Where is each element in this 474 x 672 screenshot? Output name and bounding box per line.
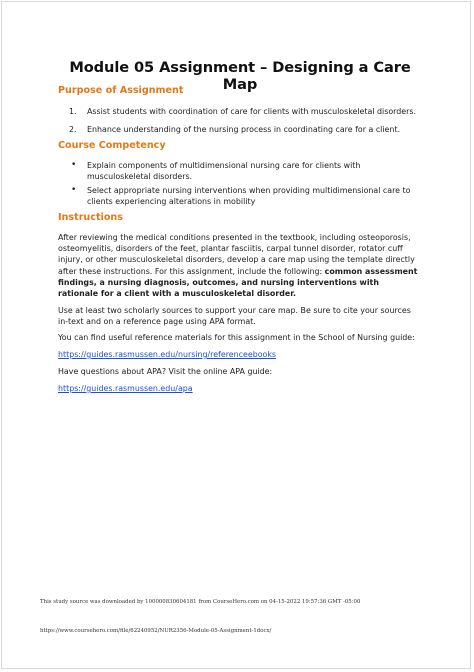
- reference-paragraph: You can find useful reference materials for this assignment in the School of Nursing guide:: [58, 333, 415, 342]
- reference-link-line: [58, 349, 420, 360]
- instructions-bold-text: common assessment findings, a nursing diagnosis, outcomes, and nursing interventions with rationale for a client with a musculoskeletal disorder.: [58, 266, 418, 299]
- bullet-icon: •: [71, 160, 77, 170]
- download-note: This study source was downloaded by 100000830604181 from CourseHero.com on 04-15-2022 19:57:36 GMT -05:00: [40, 599, 361, 605]
- purpose-heading: Purpose of Assignment: [58, 85, 184, 96]
- instructions-text: After reviewing the medical conditions presented in the textbook, including osteoporosis, osteomyelitis, disorders of the feet, plantar fasciitis, carpal tunnel disorder, rotator cuff injury, or other musculoskeletal disorders, develop a care map using the template directly after these instructions. For this assignment, include the following:: [58, 233, 415, 276]
- apa-question-paragraph: Have questions about APA? Visit the online APA guide:: [58, 367, 273, 376]
- competency-heading: Course Competency: [58, 140, 166, 151]
- apa-link-line: [58, 383, 420, 394]
- list-marker: 2.: [69, 125, 77, 134]
- list-item-text: Select appropriate nursing interventions when providing multidimensional care to clients experiencing alterations in mobility: [87, 186, 411, 207]
- list-item-text: Explain components of multidimensional nursing care for clients with musculoskeletal disorders.: [87, 161, 361, 182]
- instructions-paragraph: [58, 232, 420, 299]
- instructions-heading: Instructions: [58, 212, 123, 223]
- source-url: https://www.coursehero.com/file/62240952/NUR2356-Module-05-Assignment-1docx/: [40, 628, 272, 634]
- apa-guide-link[interactable]: https://guides.rasmussen.edu/apa: [58, 384, 193, 393]
- sources-paragraph: Use at least two scholarly sources to support your care map. Be sure to cite your sources in-text and on a reference page using APA format.: [58, 306, 411, 327]
- document-title: Module 05 Assignment – Designing a Care Map: [69, 59, 411, 93]
- bullet-icon: •: [71, 185, 77, 195]
- list-item-text: Enhance understanding of the nursing process in coordinating care for a client.: [87, 125, 400, 134]
- reference-ebooks-link[interactable]: https://guides.rasmussen.edu/nursing/referenceebooks: [58, 350, 277, 359]
- list-item-text: Assist students with coordination of care for clients with musculoskeletal disorders.: [87, 107, 416, 116]
- list-marker: 1.: [69, 107, 77, 116]
